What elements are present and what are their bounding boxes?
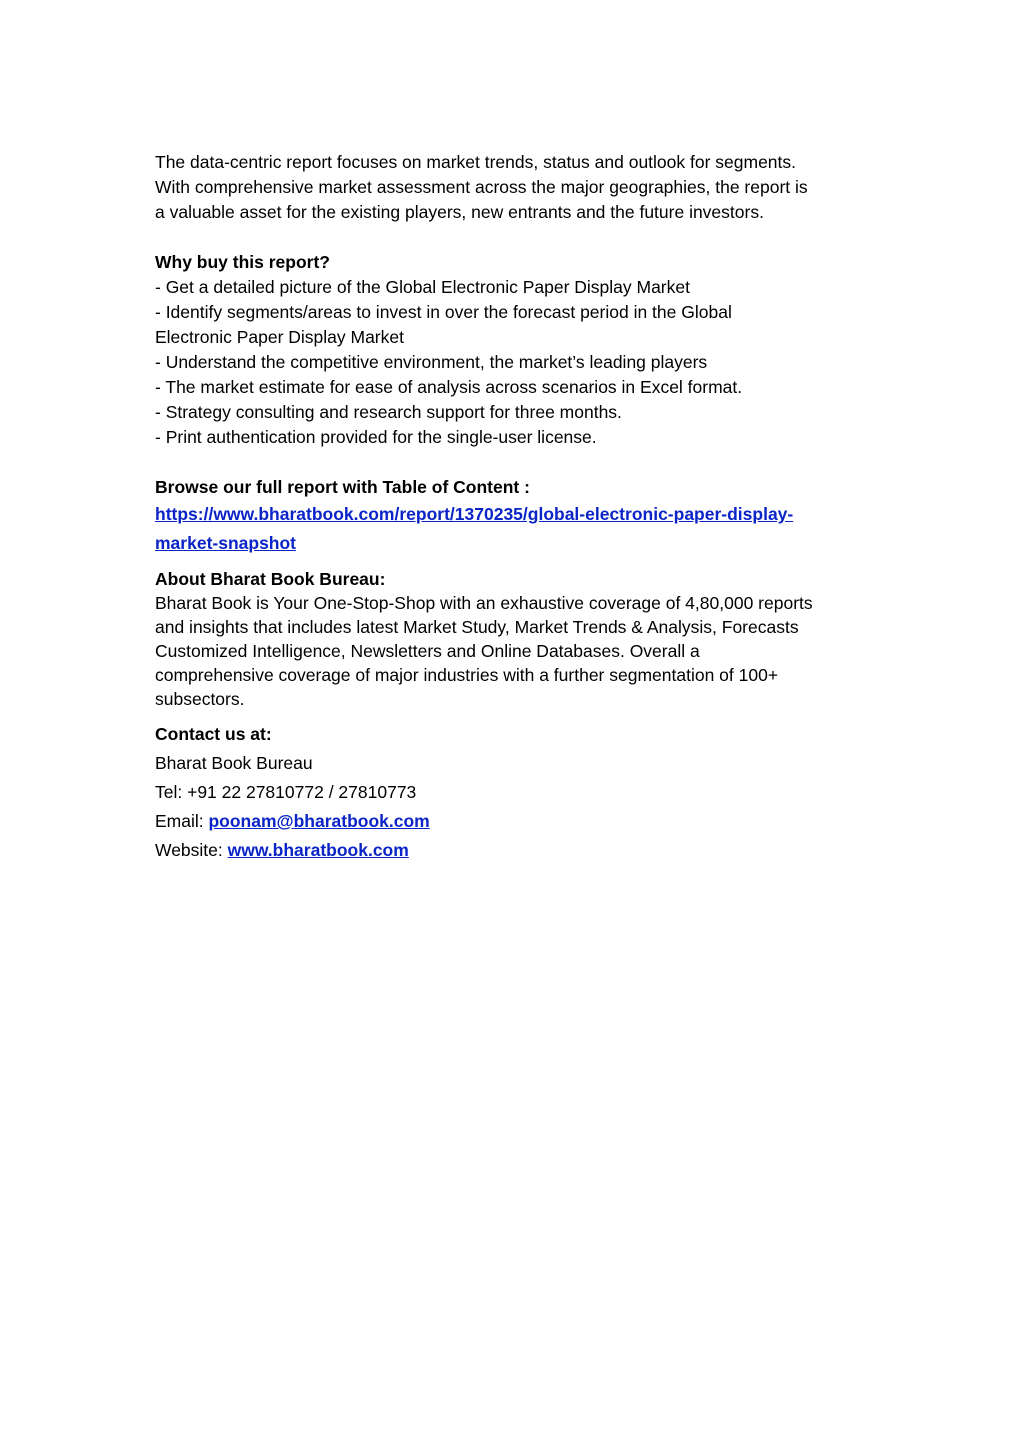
email-label: Email: (155, 811, 209, 831)
report-link[interactable] (155, 500, 867, 558)
contact-heading: Contact us at: (155, 724, 272, 744)
why-buy-item: - Get a detailed picture of the Global Electronic Paper Display Market (155, 277, 690, 297)
why-buy-item: - The market estimate for ease of analysis across scenarios in Excel format. (155, 377, 743, 397)
why-buy-item: - Identify segments/areas to invest in over the forecast period in the Global (155, 302, 732, 322)
why-buy-heading: Why buy this report? (155, 252, 330, 272)
why-buy-item: - Print authentication provided for the single-user license. (155, 427, 597, 447)
why-buy-section (155, 250, 867, 450)
about-section (155, 567, 867, 711)
about-line: comprehensive coverage of major industries with a further segmentation of 100+ (155, 665, 779, 685)
about-line: and insights that includes latest Market Study, Market Trends & Analysis, Forecasts (155, 617, 799, 637)
why-buy-item: - Understand the competitive environment, the market’s leading players (155, 352, 708, 372)
about-line: Customized Intelligence, Newsletters and Online Databases. Overall a (155, 641, 700, 661)
contact-company: Bharat Book Bureau (155, 753, 313, 773)
contact-website-row (155, 836, 867, 865)
email-link[interactable]: poonam@bharatbook.com (208, 811, 430, 831)
website-link[interactable]: www.bharatbook.com (227, 840, 409, 860)
why-buy-item: Electronic Paper Display Market (155, 327, 404, 347)
website-label: Website: (155, 840, 228, 860)
intro-line: a valuable asset for the existing players, new entrants and the future investors. (155, 202, 764, 222)
intro-line: With comprehensive market assessment across the major geographies, the report is (155, 177, 808, 197)
about-line: subsectors. (155, 689, 245, 709)
intro-line: The data-centric report focuses on market trends, status and outlook for segments. (155, 152, 797, 172)
browse-section (155, 475, 867, 558)
contact-tel: Tel: +91 22 27810772 / 27810773 (155, 782, 417, 802)
document-page (155, 150, 867, 865)
intro-paragraph (155, 150, 867, 225)
report-link-line[interactable]: market-snapshot (155, 533, 297, 553)
contact-section (155, 720, 867, 865)
about-heading: About Bharat Book Bureau: (155, 569, 386, 589)
about-line: Bharat Book is Your One-Stop-Shop with an exhaustive coverage of 4,80,000 reports (155, 593, 813, 613)
why-buy-item: - Strategy consulting and research support for three months. (155, 402, 622, 422)
report-link-line[interactable]: https://www.bharatbook.com/report/1370235/global-electronic-paper-display- (155, 504, 794, 524)
browse-heading: Browse our full report with Table of Content : (155, 477, 530, 497)
contact-email-row (155, 807, 867, 836)
